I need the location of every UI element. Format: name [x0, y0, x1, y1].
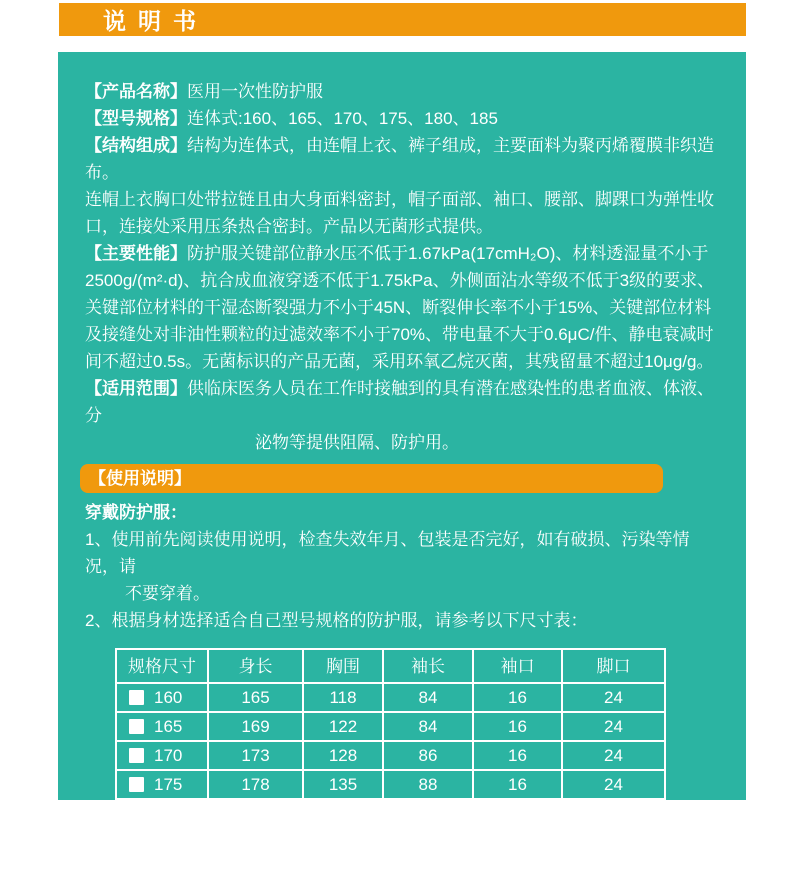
wear-suit-heading: 穿戴防护服：: [85, 503, 187, 522]
usage-step-2: 2、根据身材选择适合自己型号规格的防护服，请参考以下尺寸表：: [85, 611, 588, 630]
column-header-sleeve-length: 袖长: [383, 649, 473, 683]
field-value: 连体式:160、165、170、175、180、185: [187, 109, 498, 128]
size-cell: [116, 770, 208, 799]
value-cell: ±2: [562, 857, 665, 886]
checkbox-icon: [129, 806, 144, 821]
value-cell: 145: [303, 828, 383, 857]
spec-line-structure-cont: [85, 213, 722, 240]
spec-line-performance-cont: [85, 267, 722, 294]
field-value: 结构为连体式，由连帽上衣、裤子组成，主要面料为聚丙烯覆膜非织造布。: [85, 136, 714, 182]
spec-line-performance-cont: [85, 294, 722, 321]
checkbox-icon: [129, 690, 144, 705]
value-cell: 86: [383, 741, 473, 770]
usage-instructions-banner: 【使用说明】: [80, 464, 663, 493]
table-row-deviation: [116, 857, 665, 886]
table-row: [116, 799, 665, 828]
field-label: 【适用范围】: [85, 379, 187, 398]
field-value: 供临床医务人员在工作时接触到的具有潜在感染性的患者血液、体液、分: [85, 379, 714, 425]
value-cell: 173: [208, 741, 303, 770]
field-value: 关键部位材料的干湿态断裂强力不小于45N、断裂伸长率不小于15%、关键部位材料: [85, 298, 712, 317]
size-table-header-row: [116, 649, 665, 683]
checkbox-icon: [129, 835, 144, 850]
value-cell: 16: [473, 828, 562, 857]
size-cell: [116, 683, 208, 712]
value-cell: 84: [383, 683, 473, 712]
value-cell: 84: [383, 712, 473, 741]
value-cell: ±2: [473, 857, 562, 886]
usage-step-1-cont: 不要穿着。: [125, 584, 210, 603]
value-cell: 181: [208, 799, 303, 828]
value-cell: 122: [303, 712, 383, 741]
value-cell: 92: [383, 828, 473, 857]
field-label: 【结构组成】: [85, 136, 187, 155]
size-label: 175: [154, 775, 183, 794]
spec-line-product-name: [85, 78, 722, 105]
value-cell: 16: [473, 770, 562, 799]
value-cell: 88: [383, 770, 473, 799]
checkbox-icon: [129, 748, 144, 763]
value-cell: ±3: [383, 857, 473, 886]
size-table: [115, 648, 666, 887]
value-cell: 24: [562, 770, 665, 799]
value-cell: 24: [562, 799, 665, 828]
field-value: 泌物等提供阻隔、防护用。: [255, 433, 459, 452]
size-label: 170: [154, 746, 183, 765]
column-header-cuff: 袖口: [473, 649, 562, 683]
value-cell: 140: [303, 799, 383, 828]
column-header-body-length: 身长: [208, 649, 303, 683]
table-row: [116, 712, 665, 741]
size-label: 偏差: [154, 862, 188, 881]
spec-line-performance: [85, 240, 722, 267]
column-header-ankle: 脚口: [562, 649, 665, 683]
field-value: 连帽上衣胸口处带拉链且由大身面料密封，帽子面部、袖口、腰部、脚踝口为弹性收: [85, 190, 714, 209]
value-cell: 178: [208, 770, 303, 799]
content-panel: [58, 52, 746, 881]
value-cell: 165: [208, 683, 303, 712]
column-header-size: 规格尺寸: [116, 649, 208, 683]
value-cell: 188: [208, 828, 303, 857]
checkbox-icon: [129, 719, 144, 734]
checkbox-icon: [129, 864, 144, 879]
spec-line-structure-cont: [85, 186, 722, 213]
size-cell: [116, 741, 208, 770]
spec-line-performance-cont: [85, 348, 722, 375]
value-cell: ±5: [303, 857, 383, 886]
table-row: [116, 683, 665, 712]
size-label: 180: [154, 804, 183, 823]
table-row: [116, 741, 665, 770]
table-row: [116, 770, 665, 799]
size-label: 185: [154, 833, 183, 852]
value-cell: 16: [473, 799, 562, 828]
size-cell: [116, 828, 208, 857]
field-label: 【主要性能】: [85, 244, 187, 263]
field-value: 口，连接处采用压条热合密封。产品以无菌形式提供。: [85, 217, 493, 236]
field-value: 2500g/(m²·d)、抗合成血液穿透不低于1.75kPa、外侧面沾水等级不低于3级的要求、: [85, 271, 715, 290]
field-value: 医用一次性防护服: [187, 82, 323, 101]
size-cell: [116, 799, 208, 828]
value-cell: 90: [383, 799, 473, 828]
spec-line-scope-cont: [85, 429, 722, 456]
column-header-chest: 胸围: [303, 649, 383, 683]
value-cell: 128: [303, 741, 383, 770]
size-cell: [116, 712, 208, 741]
spec-section: [58, 52, 746, 887]
page-title: 说明书: [103, 8, 208, 34]
checkbox-icon: [129, 777, 144, 792]
field-label: 【产品名称】: [85, 82, 187, 101]
value-cell: 135: [303, 770, 383, 799]
usage-step-1: 1、使用前先阅读使用说明，检查失效年月、包装是否完好，如有破损、污染等情况，请: [85, 530, 690, 576]
spec-line-structure: [85, 132, 722, 186]
value-cell: 169: [208, 712, 303, 741]
size-cell: [116, 857, 208, 886]
spec-line-performance-cont: [85, 321, 722, 348]
value-cell: 16: [473, 741, 562, 770]
value-cell: 24: [562, 741, 665, 770]
value-cell: 16: [473, 712, 562, 741]
spec-line-scope: [85, 375, 722, 429]
size-label: 160: [154, 688, 183, 707]
table-row: [116, 828, 665, 857]
field-value: 防护服关键部位静水压不低于1.67kPa(17cmH₂O)、材料透湿量不小于: [187, 244, 709, 263]
value-cell: ±5: [208, 857, 303, 886]
value-cell: 24: [562, 683, 665, 712]
value-cell: 24: [562, 712, 665, 741]
value-cell: 24: [562, 828, 665, 857]
value-cell: 118: [303, 683, 383, 712]
header-bar: [59, 3, 746, 36]
size-label: 165: [154, 717, 183, 736]
field-value: 及接缝处对非油性颗粒的过滤效率不小于70%、带电量不大于0.6μC/件、静电衰减时: [85, 325, 714, 344]
spec-line-model: [85, 105, 722, 132]
field-value: 间不超过0.5s。无菌标识的产品无菌，采用环氧乙烷灭菌，其残留量不超过10μg/g。: [85, 352, 714, 371]
field-label: 【型号规格】: [85, 109, 187, 128]
value-cell: 16: [473, 683, 562, 712]
